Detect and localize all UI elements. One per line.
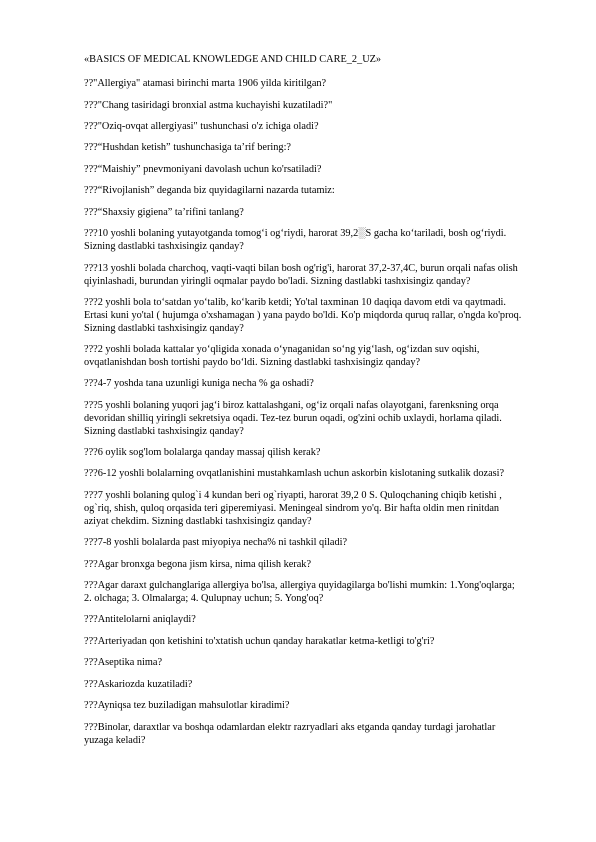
question-item bbox=[84, 636, 530, 649]
question-line: ???4-7 yoshda tana uzunligi kuniga necha % ga oshadi? bbox=[84, 378, 314, 389]
question-item bbox=[84, 468, 530, 481]
question-line: ???Arteriyadan qon ketishini to'xtatish uchun qanday harakatlar ketma-ketligi to'g'ri? bbox=[84, 636, 435, 647]
question-item bbox=[84, 121, 530, 134]
question-line: Ertasi kuni yo'tal ( hujumga o'xshamagan ) yana paydo bo'ldi. Ko'p miqdorda quruq rallar, o'ngda ko'proq. bbox=[84, 309, 522, 321]
question-line: ???“Hushdan ketish” tushunchasiga ta’rif bering:? bbox=[84, 142, 292, 153]
question-item bbox=[84, 679, 530, 692]
question-line: ???2 yoshli bolada kattalar yo‘qligida xonada o‘ynaganidan so‘ng yig‘lash, og‘izdan suv oqishi, bbox=[84, 344, 480, 355]
question-line: ???Binolar, daraxtlar va boshqa odamlardan elektr razryadlari aks etganda qanday turdagi jarohatlar bbox=[84, 722, 496, 733]
question-line: ???Aseptika nima? bbox=[84, 657, 163, 668]
question-line: ???Askariozda kuzatiladi? bbox=[84, 679, 193, 690]
question-line: ???"Oziq-ovqat allergiyasi" tushunchasi o'z ichiga oladi? bbox=[84, 121, 319, 132]
question-line: qiyinlashadi, burundan yiringli oqmalar paydo bo'ladi. Sizning dastlabki tashxisingiz qanday? bbox=[84, 275, 471, 287]
question-line: ???Antitelolarni aniqlaydi? bbox=[84, 614, 196, 625]
question-line: ???Agar bronxga begona jism kirsa, nima qilish kerak? bbox=[84, 559, 312, 570]
document-title: «BASICS OF MEDICAL KNOWLEDGE AND CHILD CARE_2_UZ» bbox=[84, 54, 382, 65]
question-item bbox=[84, 263, 530, 289]
question-item bbox=[84, 722, 530, 748]
question-line: ???6 oylik sog'lom bolalarga qanday massaj qilish kerak? bbox=[84, 447, 321, 458]
question-line: aziyat chekdim. Sizning dastlabki tashxisingiz qanday? bbox=[84, 515, 312, 527]
question-item bbox=[84, 207, 530, 220]
question-item bbox=[84, 447, 530, 460]
question-line: devoridan shilliq yiringli sekretsiya oqadi. Tez-tez burun oqadi, og'zini ochib uxlaydi, horlama qiladi. bbox=[84, 412, 502, 424]
question-item bbox=[84, 580, 530, 606]
question-line: ???Agar daraxt gulchanglariga allergiya bo'lsa, allergiya quyidagilarga bo'lishi mumkin: 1.Yong'oqlarga; bbox=[84, 580, 515, 591]
question-item bbox=[84, 378, 530, 391]
question-line: ???7-8 yoshli bolalarda past miyopiya necha% ni tashkil qiladi? bbox=[84, 537, 348, 548]
question-item bbox=[84, 657, 530, 670]
question-line: ???5 yoshli bolaning yuqori jag‘i biroz kattalashgani, og‘iz orqali nafas olayotgani, farenksning orqa bbox=[84, 400, 499, 411]
question-item bbox=[84, 559, 530, 572]
question-line: ???Ayniqsa tez buziladigan mahsulotlar kiradimi? bbox=[84, 700, 290, 711]
question-item bbox=[84, 490, 530, 528]
question-item bbox=[84, 400, 530, 438]
question-item bbox=[84, 142, 530, 155]
question-line: ???“Maishiy” pnevmoniyani davolash uchun ko'rsatiladi? bbox=[84, 164, 322, 175]
question-item bbox=[84, 100, 530, 113]
question-item bbox=[84, 164, 530, 177]
question-line: ???“Rivojlanish” deganda biz quyidagilarni nazarda tutamiz: bbox=[84, 185, 335, 196]
question-line: ??"Allergiya" atamasi birinchi marta 1906 yilda kiritilgan? bbox=[84, 78, 327, 89]
question-item bbox=[84, 297, 530, 335]
question-line: ???10 yoshli bolaning yutayotganda tomog‘i og‘riydi, harorat 39,2░S gacha ko‘tariladi, bosh og‘riydi. bbox=[84, 228, 507, 239]
question-line: og`riq, shish, quloq orqasida teri giperemiyasi. Meningeal sindrom yo'q. Bir hafta oldin men rinitdan bbox=[84, 502, 500, 514]
question-line: yuzaga keladi? bbox=[84, 734, 146, 746]
question-line: ???7 yoshli bolaning qulog`i 4 kundan beri og`riyapti, harorat 39,2 0 S. Quloqchaning chiqib ketishi , bbox=[84, 490, 502, 501]
question-line: Sizning dastlabki tashxisingiz qanday? bbox=[84, 322, 244, 334]
question-line: ???2 yoshli bola to‘satdan yo‘talib, ko‘karib ketdi; Yo'tal taxminan 10 daqiqa davom etdi va qaytmadi. bbox=[84, 297, 506, 308]
question-line: ???6-12 yoshli bolalarning ovqatlanishini mustahkamlash uchun askorbin kislotaning sutkalik dozasi? bbox=[84, 468, 505, 479]
question-item bbox=[84, 700, 530, 713]
question-line: ???13 yoshli bolada charchoq, vaqti-vaqti bilan bosh og'rig'i, harorat 37,2-37,4C, burun orqali nafas olish bbox=[84, 263, 518, 274]
question-line: ???"Chang tasiridagi bronxial astma kuchayishi kuzatiladi?" bbox=[84, 100, 333, 111]
question-item bbox=[84, 537, 530, 550]
question-line: Sizning dastlabki tashxisingiz qanday? bbox=[84, 425, 244, 437]
question-item bbox=[84, 228, 530, 254]
question-item bbox=[84, 614, 530, 627]
question-item bbox=[84, 78, 530, 91]
question-item bbox=[84, 344, 530, 370]
question-line: Sizning dastlabki tashxisingiz qanday? bbox=[84, 240, 244, 252]
question-line: ???“Shaxsiy gigiena” ta’rifini tanlang? bbox=[84, 207, 244, 218]
question-item bbox=[84, 185, 530, 198]
question-line: 2. olchaga; 3. Olmalarga; 4. Qulupnay uchun; 5. Yong'oq? bbox=[84, 592, 324, 604]
question-line: ovqatlanishdan bosh tortishi paydo bo‘ldi. Sizning dastlabki tashxisingiz qanday? bbox=[84, 356, 421, 368]
